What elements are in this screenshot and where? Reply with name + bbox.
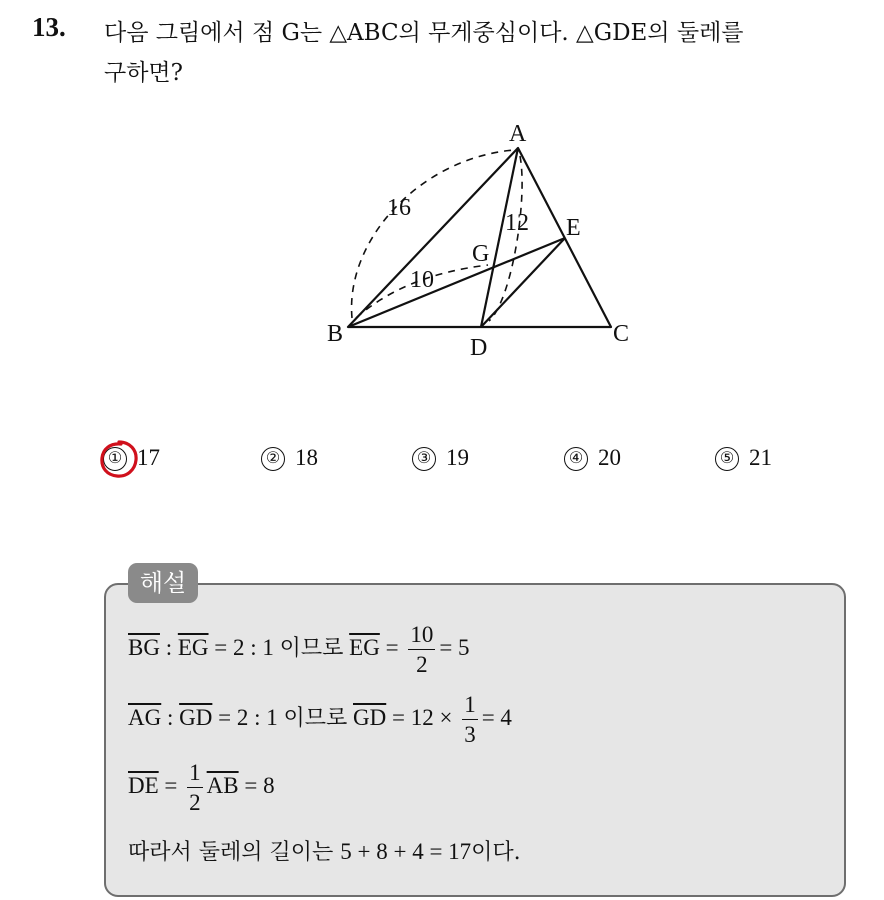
triangle-figure <box>0 0 884 420</box>
answer-choices <box>103 445 823 481</box>
label-g: G <box>472 241 490 267</box>
choice-3-number: ③ <box>412 447 436 471</box>
choice-5-value: 21 <box>749 445 772 470</box>
segment-de <box>481 238 565 327</box>
solution-tag: 해설 <box>128 563 198 603</box>
length-ag: 12 <box>505 210 529 236</box>
arc-ag <box>489 156 522 321</box>
segment-ag: $\overline{AG}$ <box>128 704 162 730</box>
question-number: 13. <box>32 12 66 42</box>
choice-3-value: 19 <box>446 445 469 470</box>
question-line-1: 다음 그림에서 점 G는 △ABC의 무게중심이다. △GDE의 둘레를 <box>104 20 744 46</box>
solution-line-2: $\overline{AG}$ : $\overline{GD} = 2$ : 1 이므로 $\overline{GD} = 12$ × $\frac{1}{3}$ = 4 <box>128 692 512 747</box>
length-bg: 10 <box>410 267 434 293</box>
choice-1[interactable] <box>103 445 160 471</box>
choice-4-number: ④ <box>564 447 588 471</box>
choice-4[interactable] <box>564 445 621 471</box>
segment-gd: $\overline{GD}$ <box>179 704 213 730</box>
length-ab: 16 <box>387 195 411 221</box>
label-e: E <box>566 215 581 241</box>
question-line-2: 구하면? <box>104 60 183 86</box>
choice-1-number: ① <box>103 447 127 471</box>
segment-de: $\overline{DE}$ <box>128 772 159 798</box>
median-be <box>348 238 565 327</box>
answer-circle-mark <box>97 437 141 481</box>
solution-line-3: $\overline{DE}$ = $\frac{1}{2}$ $\overline{AB} = 8$ <box>128 760 275 815</box>
median-ad <box>481 148 518 327</box>
choice-4-value: 20 <box>598 445 621 470</box>
segment-ab: $\overline{AB}$ <box>206 772 239 798</box>
fraction: $\frac{1}{3}$ <box>464 692 476 747</box>
choice-1-value: 17 <box>137 445 160 470</box>
choice-5[interactable] <box>715 445 772 471</box>
solution-line-1: $\overline{BG}$ : $\overline{EG} = 2$ : 1 이므로 $\overline{EG}$ = $\frac{10}{2}$ = 5 <box>128 622 470 677</box>
choice-2[interactable] <box>261 445 318 471</box>
segment-gd: $\overline{GD}$ <box>353 704 387 730</box>
segment-eg: $\overline{EG}$ <box>177 634 209 660</box>
choice-2-number: ② <box>261 447 285 471</box>
label-b: B <box>327 321 344 347</box>
label-d: D <box>470 335 488 361</box>
fraction: $\frac{1}{2}$ <box>189 760 201 815</box>
solution-box <box>104 583 846 897</box>
segment-eg: $\overline{EG}$ <box>349 634 380 660</box>
choice-2-value: 18 <box>295 445 318 470</box>
choice-3[interactable] <box>412 445 469 471</box>
fraction: $\frac{10}{2}$ <box>410 622 434 677</box>
solution-line-4: 따라서 둘레의 길이는 5 + 8 + 4 = 17이다. <box>128 839 521 865</box>
label-a: A <box>509 121 527 147</box>
segment-bg: $\overline{BG}$ <box>128 634 160 660</box>
label-c: C <box>613 321 630 347</box>
choice-5-number: ⑤ <box>715 447 739 471</box>
